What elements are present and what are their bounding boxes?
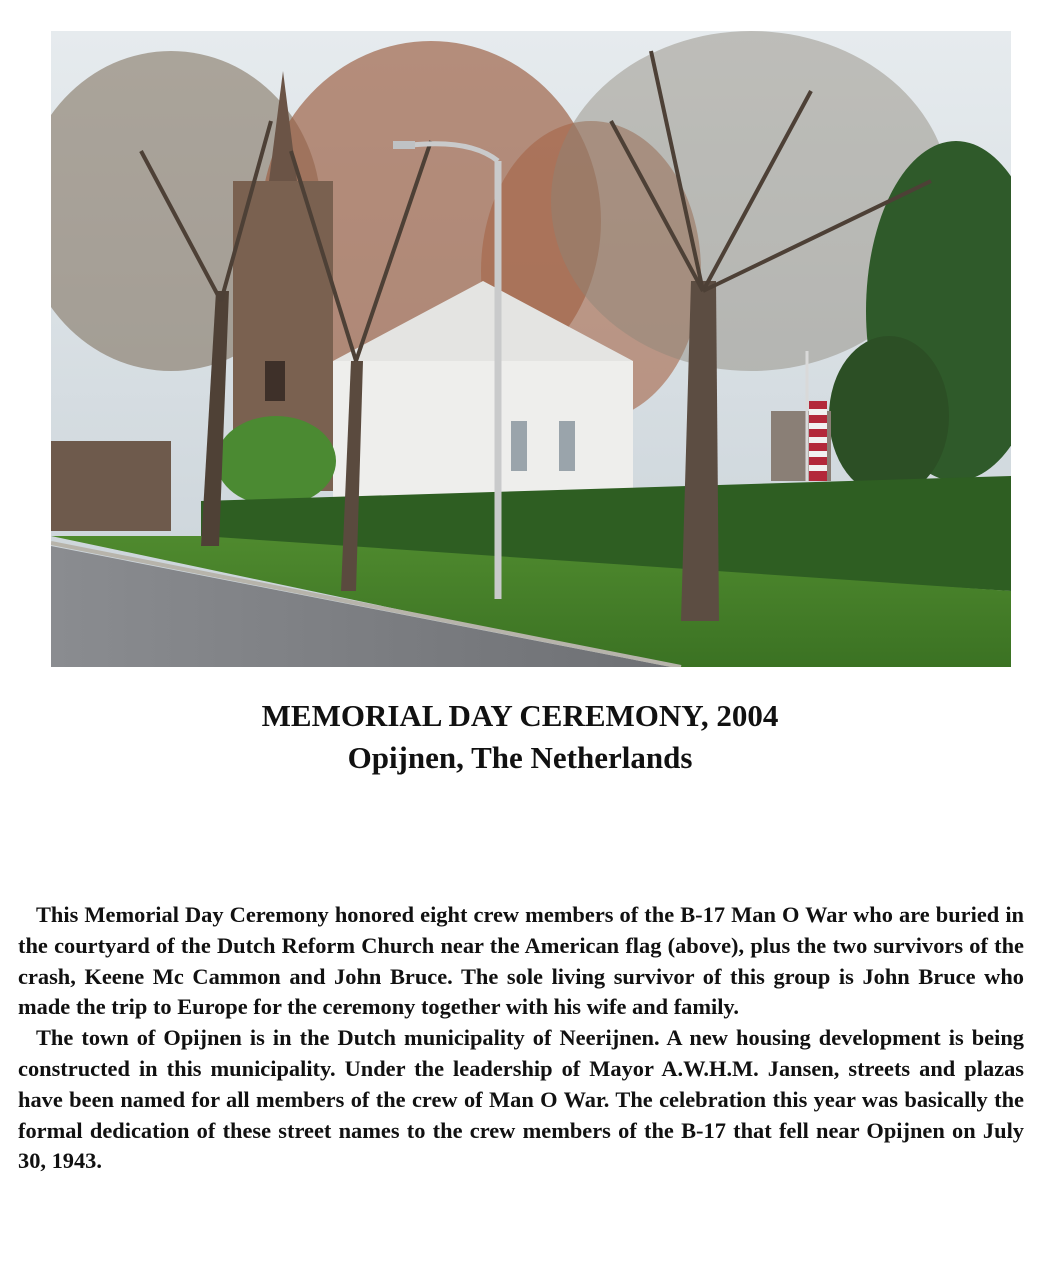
photo-illustration bbox=[51, 31, 1011, 667]
church-window bbox=[511, 421, 527, 471]
dark-shrub bbox=[829, 336, 949, 496]
american-flag bbox=[809, 401, 827, 481]
church-courtyard-photo bbox=[51, 31, 1011, 667]
church-window bbox=[559, 421, 575, 471]
caption-title: MEMORIAL DAY CEREMONY, 2004 bbox=[261, 698, 779, 733]
street-lamp-head bbox=[393, 141, 415, 149]
article-body bbox=[18, 900, 1024, 1177]
body-paragraph: This Memorial Day Ceremony honored eight crew members of the B-17 Man O War who are buried in the courtyard of the Dutch Reform Church near the American flag (above), plus the two survivors of the crash, Keene Mc Cammon and John Bruce. The sole living survivor of this group is John Bruce who made the trip to Europe for the ceremony together with his wife and family. bbox=[18, 902, 1024, 1020]
left-house bbox=[51, 441, 171, 531]
body-paragraph: The town of Opijnen is in the Dutch municipality of Neerijnen. A new housing development is being constructed in this municipality. Under the leadership of Mayor A.W.H.M. Jansen, streets and plazas have been named for all members of the crew of Man O War. The celebration this year was basically the formal dedication of these street names to the crew members of the B-17 that fell near Opijnen on July 30, 1943. bbox=[18, 1025, 1024, 1174]
round-shrub bbox=[216, 416, 336, 506]
caption-subtitle: Opijnen, The Netherlands bbox=[347, 740, 693, 775]
church-nave bbox=[333, 361, 633, 511]
tower-window bbox=[265, 361, 285, 401]
